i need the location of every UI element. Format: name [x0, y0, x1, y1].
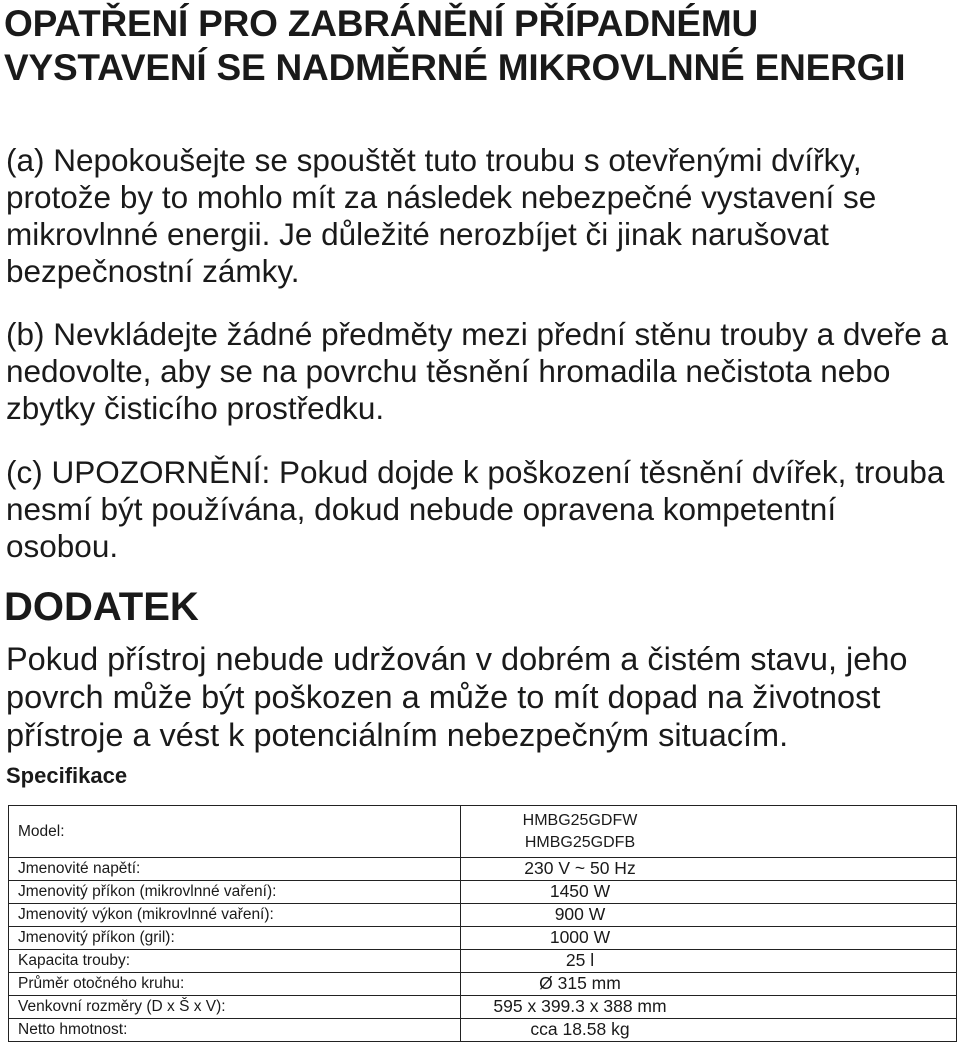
spec-label: Kapacita trouby:	[9, 950, 461, 973]
spec-label: Netto hmotnost:	[9, 1019, 461, 1042]
specifications-table	[8, 805, 957, 1042]
spec-value	[461, 881, 957, 904]
spec-row	[9, 858, 957, 881]
paragraph-b: (b) Nevkládejte žádné předměty mezi přední stěnu trouby a dveře a nedovolte, aby se na povrchu těsnění hromadila nečistota nebo zbytky čisticího prostředku.	[6, 316, 949, 426]
paragraph-c: (c) UPOZORNĚNÍ: Pokud dojde k poškození těsnění dvířek, trouba nesmí být používána, dokud nebude opravena kompetentní osobou.	[6, 454, 945, 564]
spec-label: Průměr otočného kruhu:	[9, 973, 461, 996]
spec-value-text: 1450 W	[549, 881, 611, 901]
spec-value-text: 1000 W	[549, 927, 611, 947]
specifications-heading: Specifikace	[6, 763, 128, 788]
appendix-paragraph: Pokud přístroj nebude udržován v dobrém a čistém stavu, jeho povrch může být poškozen a může to mít dopad na životnost přístroje a vést k potenciálním nebezpečným situacím.	[6, 641, 908, 753]
spec-label: Jmenovitý výkon (mikrovlnné vaření):	[9, 904, 461, 927]
paragraph-a: (a) Nepokoušejte se spouštět tuto troubu s otevřenými dvířky, protože by to mohlo mít za následek nebezpečné vystavení se mikrovlnné energii. Je důležité nerozbíjet či jinak narušovat bezpečnostní zámky.	[6, 142, 877, 289]
spec-value-text: 230 V ~ 50 Hz	[524, 858, 636, 878]
spec-row	[9, 1019, 957, 1042]
model-value-1: HMBG25GDFW	[522, 811, 638, 829]
spec-label: Jmenovitý příkon (gril):	[9, 927, 461, 950]
model-value-2: HMBG25GDFB	[524, 833, 636, 851]
spec-value	[461, 1019, 957, 1042]
spec-row	[9, 996, 957, 1019]
spec-value	[461, 950, 957, 973]
spec-value-text: 25 l	[565, 950, 595, 970]
spec-value-text: cca 18.58 kg	[530, 1019, 630, 1039]
spec-value-text: 595 x 399.3 x 388 mm	[493, 996, 667, 1016]
spec-value	[461, 996, 957, 1019]
spec-value	[461, 927, 957, 950]
spec-row	[9, 973, 957, 996]
spec-value-model	[461, 806, 957, 858]
spec-row-model	[9, 806, 957, 858]
spec-value	[461, 858, 957, 881]
spec-value-text: Ø 315 mm	[539, 973, 621, 993]
appendix-heading: DODATEK	[4, 585, 199, 629]
spec-value	[461, 904, 957, 927]
spec-label: Jmenovité napětí:	[9, 858, 461, 881]
spec-label: Jmenovitý příkon (mikrovlnné vaření):	[9, 881, 461, 904]
precautions-heading: OPATŘENÍ PRO ZABRÁNĚNÍ PŘÍPADNÉMU VYSTAVENÍ SE NADMĚRNÉ MIKROVLNNÉ ENERGII	[4, 3, 906, 88]
spec-value-text: 900 W	[554, 904, 606, 924]
spec-value	[461, 973, 957, 996]
spec-label: Venkovní rozměry (D x Š x V):	[9, 996, 461, 1019]
spec-label: Model:	[9, 806, 461, 858]
spec-row	[9, 904, 957, 927]
spec-row	[9, 950, 957, 973]
spec-row	[9, 881, 957, 904]
spec-row	[9, 927, 957, 950]
